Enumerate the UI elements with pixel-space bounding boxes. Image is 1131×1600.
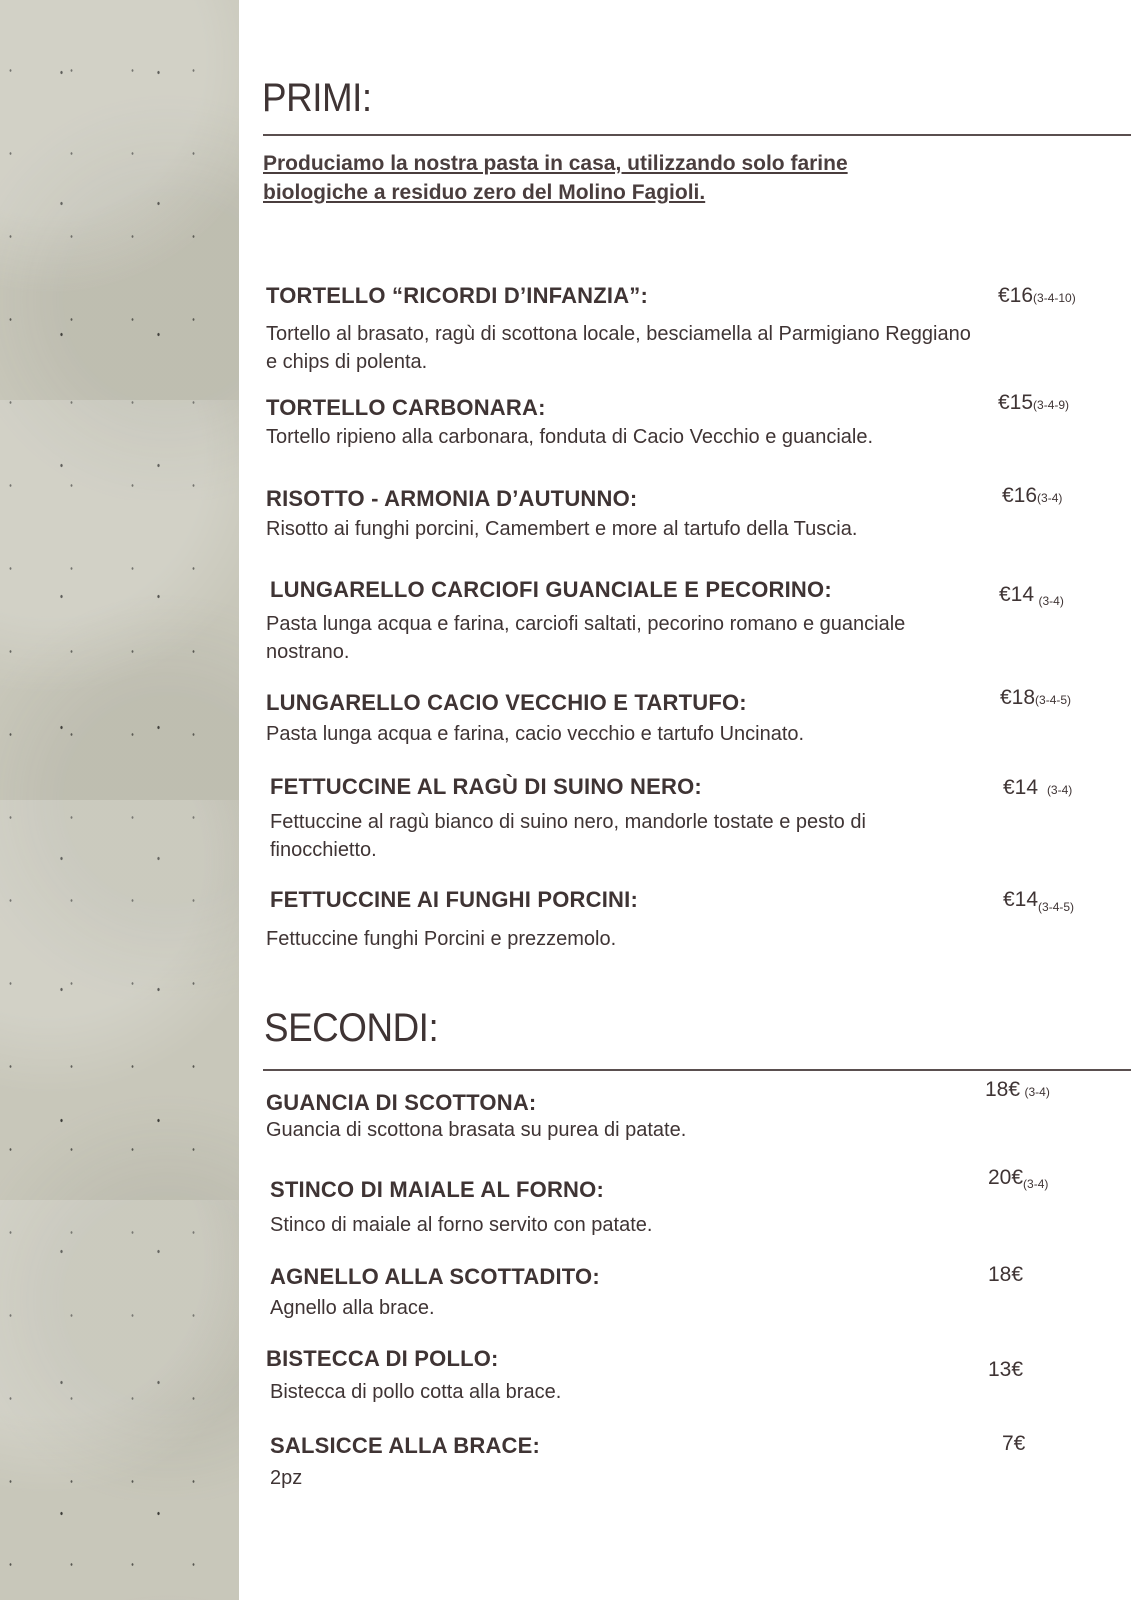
price-block (1000, 686, 1071, 710)
dish-name: FETTUCCINE AI FUNGHI PORCINI: (270, 887, 638, 912)
allergen-codes: (3-4-5) (1038, 900, 1075, 914)
dish-price: €18 (1000, 686, 1036, 709)
price-block (998, 391, 1069, 415)
section-title-primi: PRIMI: (262, 76, 372, 120)
price-block (1002, 484, 1062, 508)
dish-price: 7€ (1002, 1432, 1026, 1455)
dish-name: TORTELLO CARBONARA: (266, 395, 546, 420)
price-block (988, 1166, 1048, 1190)
dish-description: Guancia di scottona brasata su purea di patate. (266, 1119, 687, 1141)
price-block (988, 1358, 1023, 1382)
dish-description: Fettuccine al ragù bianco di suino nero, mandorle tostate e pesto di finocchietto. (270, 811, 866, 861)
decorative-paper-side-panel (0, 0, 239, 1600)
dish-name: LUNGARELLO CACIO VECCHIO E TARTUFO: (266, 690, 747, 715)
dish-description: Agnello alla brace. (270, 1297, 435, 1319)
allergen-codes: (3-4) (1046, 783, 1073, 797)
price-block (1003, 888, 1074, 912)
intro-line-2: biologiche a residuo zero del Molino Fagioli. (263, 181, 706, 204)
dish-description: Fettuccine funghi Porcini e prezzemolo. (266, 928, 617, 950)
dish-name: RISOTTO - ARMONIA D’AUTUNNO: (266, 486, 638, 511)
intro-line-1: Produciamo la nostra pasta in casa, utilizzando solo farine (263, 152, 848, 175)
dish-description: Pasta lunga acqua e farina, carciofi saltati, pecorino romano e guanciale nostrano. (266, 613, 906, 663)
dish-price: 20€ (988, 1166, 1024, 1189)
price-block (1002, 1432, 1025, 1456)
allergen-codes: (3-4-5) (1035, 693, 1072, 707)
price-block (998, 284, 1076, 308)
dish-price: 13€ (988, 1358, 1024, 1381)
dish-name: BISTECCA DI POLLO: (266, 1346, 499, 1371)
dish-description: Pasta lunga acqua e farina, cacio vecchio e tartufo Uncinato. (266, 723, 805, 745)
price-block (999, 583, 1064, 607)
dish-description: Bistecca di pollo cotta alla brace. (270, 1381, 562, 1403)
dish-name: AGNELLO ALLA SCOTTADITO: (270, 1264, 600, 1289)
dish-name: STINCO DI MAIALE AL FORNO: (270, 1177, 604, 1202)
section-title-secondi: SECONDI: (264, 1006, 439, 1050)
dish-price: €16 (1002, 484, 1038, 507)
dish-name: FETTUCCINE AL RAGÙ DI SUINO NERO: (270, 774, 702, 799)
price-block (988, 1263, 1023, 1287)
dish-price: €14 (1003, 776, 1039, 799)
dish-price: 18€ (988, 1263, 1024, 1286)
dish-description: Risotto ai funghi porcini, Camembert e more al tartufo della Tuscia. (266, 518, 858, 540)
dish-price: €14 (999, 583, 1035, 606)
allergen-codes: (3-4) (1038, 594, 1064, 608)
dish-description: Tortello al brasato, ragù di scottona locale, besciamella al Parmigiano Reggiano e chips di polenta. (266, 323, 971, 373)
allergen-codes: (3-4) (1023, 1177, 1049, 1191)
dish-price: €14 (1003, 888, 1039, 911)
dish-name: GUANCIA DI SCOTTONA: (266, 1090, 537, 1115)
price-block (1003, 776, 1072, 800)
section-divider (263, 1069, 1131, 1071)
dish-description: Stinco di maiale al forno servito con patate. (270, 1214, 653, 1236)
dish-price: €16 (998, 284, 1034, 307)
dish-name: SALSICCE ALLA BRACE: (270, 1433, 541, 1458)
allergen-codes: (3-4) (1037, 491, 1063, 505)
price-block (985, 1078, 1050, 1102)
dish-name: TORTELLO “RICORDI D’INFANZIA”: (266, 283, 649, 308)
dish-description: Tortello ripieno alla carbonara, fonduta di Cacio Vecchio e guanciale. (266, 426, 874, 448)
dish-price: 18€ (985, 1078, 1021, 1101)
dish-price: €15 (998, 391, 1034, 414)
allergen-codes: (3-4-10) (1033, 291, 1076, 305)
section-divider (263, 134, 1131, 136)
dish-name: LUNGARELLO CARCIOFI GUANCIALE E PECORINO: (270, 577, 832, 602)
allergen-codes: (3-4-9) (1033, 398, 1070, 412)
allergen-codes: (3-4) (1024, 1085, 1050, 1099)
dish-description: 2pz (270, 1467, 303, 1489)
